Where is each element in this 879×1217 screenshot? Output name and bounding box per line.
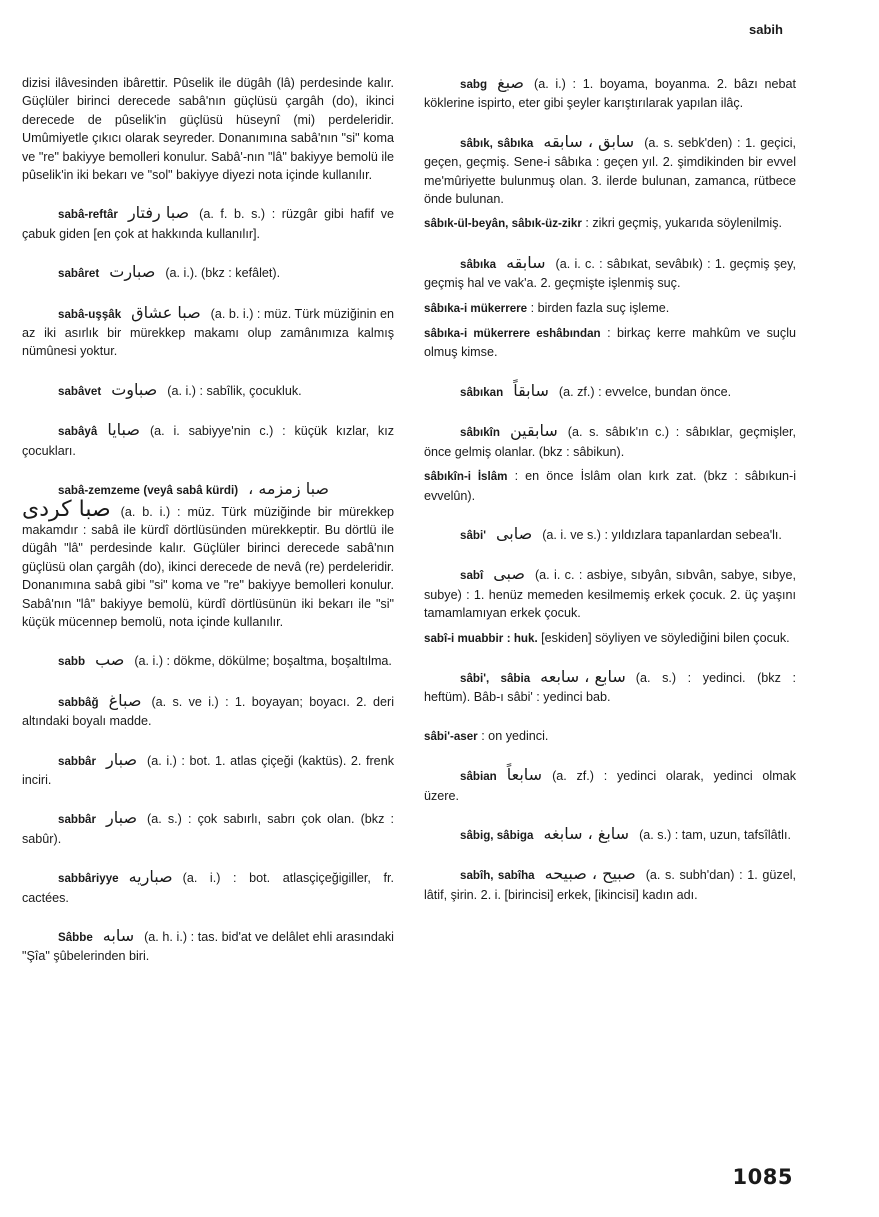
- definition: (a. s. subh'dan) : 1. güzel, lâtif, şirin. 2. i. [birincisi] erkek, [ikincisi] kadın adı.: [424, 868, 797, 902]
- dictionary-entry: [424, 825, 796, 845]
- dictionary-entry: [424, 766, 796, 805]
- definition: (a. b. i.) : müz. Türk müziğinde bir mürekkep makamdır : sabâ ile kürdî dörtlüsünden mürekkeptir. Bu dörtlü ile dügâh "lâ" perdesinde kalır. Güçlüler birinci derecede sabâ'nın güçlüsü olan çargâh (do), ikinci derecede de nevâ (re) perdeleridir. Donanımına sabâ gibi "si" koma ve "re" bakiyye bemolleri konulur. Sabâ'nın "lâ" bakiyye bemolü, kürdî dörtlüsünün iki bekarı ile "si" küçük mücennep bemolü, nota içinde kullanılır.: [22, 504, 394, 629]
- definition: (a. h. i.) : tas. bid'at ve delâlet ehli arasındaki "Şîa" şûbelerinden biri.: [22, 930, 394, 964]
- headword: sâbıka-i mükerrere eshâbından: [424, 327, 601, 341]
- definition: (a. i.) : bot. 1. atlas çiçeği (kaktüs). 2. frenk inciri.: [22, 753, 394, 787]
- dictionary-entry: [424, 382, 796, 402]
- arabic-script: صبا كردى: [22, 496, 111, 522]
- definition: (a. i.) : dökme, dökülme; boşaltma, boşaltılma.: [134, 654, 392, 669]
- running-head: sabih: [749, 22, 783, 37]
- headword: sabbâğ: [58, 695, 99, 709]
- arabic-script: صابى: [495, 523, 533, 543]
- arabic-script: صبى: [493, 564, 525, 584]
- definition: [eskiden] söyliyen ve söylediğini bilen çocuk.: [541, 630, 790, 645]
- arabic-script: صبا زمزمه ،: [248, 479, 329, 499]
- arabic-script: صباريه: [128, 867, 173, 887]
- dictionary-entry: [22, 868, 394, 907]
- headword-variant: (veyâ sabâ kürdi): [143, 484, 239, 498]
- dictionary-entry: [424, 74, 796, 113]
- dictionary-entry: [22, 751, 394, 790]
- definition: (a. i. c. : asbiye, sıbyân, sıbvân, sabye, sıbye, subye) : 1. henüz memeden kesilmemiş erkek çocuk. 2. üç yaşını tamamlamıyan erkek çocuk.: [424, 568, 796, 621]
- dictionary-entry: [424, 422, 796, 461]
- arabic-script: سابقاً: [513, 380, 549, 400]
- continued-definition: dizisi ilâvesinden ibârettir. Pûselik ile dügâh (lâ) perdesinde kalır. Güçlüler birinci derecede sabâ'nın güçlüsü çargâh (do), ikinci derecede de pûselik'in güçlüsü hüseynî (mi) perdeleridir. Umûmiyetle çıkıcı olarak seyreder. Donanımına sabâ'nın "si" koma ve "re" bakiyye bemolleri konulur. Sabâ'-nın "lâ" bakiyye bemolü ile pûselik'in iki bekarı ve "sol" bakiyye diyezi nota içinde kullanılır.: [22, 76, 394, 183]
- definition: (a. s.) : çok sabırlı, sabrı çok olan. (bkz : sabûr).: [22, 812, 394, 846]
- headword: sâbıka: [460, 257, 497, 271]
- headword: sabb: [58, 655, 86, 669]
- definition: (a. zf.) : evvelce, bundan önce.: [558, 384, 732, 399]
- dictionary-entry: [424, 727, 796, 746]
- headword: sabî: [460, 569, 484, 583]
- headword: sabî-i muabbir: [424, 631, 504, 645]
- dictionary-entry: [22, 304, 394, 361]
- headword: sabbâr: [58, 813, 97, 827]
- arabic-script: سابع ، سابعه: [540, 666, 626, 686]
- definition: (a. f. b. s.) : rüzgâr gibi hafif ve çabuk giden [en çok at hakkında kullanılır].: [22, 207, 394, 241]
- arabic-script: صبا عشاق: [131, 302, 201, 322]
- definition: (a. i.) : 1. boyama, boyanma. 2. bâzı nebat köklerine ispirto, eter gibi şeyler karıştırılarak yapılan ilâç.: [424, 77, 796, 111]
- headword: sâbi', sâbia: [460, 671, 531, 685]
- dictionary-entry: [424, 214, 796, 233]
- dictionary-entry: [22, 263, 394, 283]
- definition: : birkaç kerre mahkûm ve suçlu olmuş kimse.: [424, 326, 796, 360]
- definition: (a. i.) : sabîlik, çocukluk.: [167, 383, 302, 398]
- definition: : en önce İslâm olan kırk zat. (bkz : sâbıkun-i evvelûn).: [424, 469, 797, 503]
- definition: (a. s. sâbık'ın c.) : sâbıklar, geçmişler, önce gelmiş olanlar. (bkz : sâbikun).: [424, 425, 796, 459]
- headword: sabâ-zemzeme: [58, 484, 140, 498]
- headword: sabâ-reftâr: [58, 208, 118, 222]
- arabic-script: صبايا: [107, 420, 140, 440]
- dictionary-entry: [22, 421, 394, 460]
- definition: : birden fazla suç işleme.: [530, 300, 670, 315]
- definition: : on yedinci.: [481, 728, 549, 743]
- headword: sabg: [460, 78, 488, 91]
- dictionary-entry: [22, 381, 394, 401]
- dictionary-entry: [22, 692, 394, 731]
- arabic-script: سابقه: [506, 252, 546, 272]
- arabic-script: صبار: [106, 749, 138, 769]
- arabic-script: سابقين: [509, 421, 558, 441]
- definition: (a. i.). (bkz : kefâlet).: [165, 266, 281, 281]
- dictionary-entry: [22, 927, 394, 966]
- definition: (a. b. i.) : müz. Türk müziğinin en az iki asırlık bir mürekkep makamı olup zamânımıza kalmış nümûnesi yoktur.: [22, 306, 394, 359]
- dictionary-entry: [424, 668, 796, 707]
- arabic-script: صبارت: [109, 262, 156, 282]
- headword: sâbi': [460, 528, 486, 542]
- definition: (a. i. c. : sâbıkat, sevâbık) : 1. geçmiş şey, geçmiş hal ve vak'a. 2. geçmişte işlenmiş suç.: [424, 256, 796, 291]
- headword: sabâvet: [58, 384, 102, 398]
- headword: sâbık-ül-beyân, sâbık-üz-zikr: [424, 217, 582, 231]
- definition: (a. s. ve i.) : 1. boyayan; boyacı. 2. deri altındaki boyalı madde.: [22, 694, 394, 729]
- headword: sâbıkan: [460, 385, 504, 399]
- dictionary-entry: [424, 324, 796, 362]
- dictionary-entry: [424, 629, 796, 648]
- definition: : zikri geçmiş, yukarıda söylenilmiş.: [585, 216, 783, 231]
- headword: sâbi'-aser: [424, 729, 478, 743]
- arabic-script: صباوت: [111, 379, 158, 399]
- arabic-script: صباغ: [108, 690, 142, 710]
- dictionary-entry: [424, 467, 796, 505]
- arabic-script: صبا رفتار: [127, 203, 190, 223]
- arabic-script: صب: [95, 650, 125, 670]
- headword: sâbian: [460, 770, 497, 784]
- headword: sabîh, sabîha: [460, 869, 535, 883]
- page-number: 1085: [732, 1165, 793, 1189]
- headword: sabâyâ: [58, 425, 98, 439]
- arabic-script: سابغ ، سابغه: [543, 823, 630, 843]
- arabic-script: صبغ: [497, 73, 524, 92]
- dictionary-entry: [424, 254, 796, 293]
- dictionary-entry: [22, 809, 394, 848]
- definition: (a. i. ve s.) : yıldızlara tapanlardan sebea'lı.: [542, 527, 782, 542]
- dictionary-entry: [22, 480, 394, 631]
- dictionary-entry: [424, 133, 796, 209]
- left-column: [22, 74, 394, 966]
- headword: sabbâriyye: [58, 872, 119, 886]
- arabic-script: صبيح ، صبيحه: [544, 864, 636, 884]
- dictionary-entry: [424, 565, 796, 622]
- definition: (a. i. sabiyye'nin c.) : küçük kızlar, kız çocukları.: [22, 424, 394, 458]
- definition: (a. i.) : bot. atlasçiçeğigiller, fr. cactées.: [22, 871, 394, 905]
- right-column: [424, 74, 796, 904]
- dictionary-entry: [424, 525, 796, 545]
- headword: sâbig, sâbiga: [460, 828, 534, 842]
- dictionary-entry: [424, 865, 796, 904]
- headword: sabâret: [58, 267, 100, 281]
- dictionary-entry: [424, 299, 796, 318]
- headword: sâbık, sâbıka: [460, 136, 534, 150]
- dictionary-entry: [22, 651, 394, 671]
- definition: (a. zf.) : yedinci olarak, yedinci olmak üzere.: [424, 769, 796, 803]
- headword: sâbıkîn: [460, 426, 500, 440]
- headword: Sâbbe: [58, 931, 93, 944]
- arabic-script: سابق ، سابقه: [543, 131, 635, 151]
- arabic-script: صبار: [106, 808, 138, 828]
- headword: sâbıkîn-i İslâm: [424, 470, 508, 484]
- arabic-script: سابه: [102, 926, 135, 945]
- headword: sabbâr: [58, 754, 97, 768]
- headword: sâbıka-i mükerrere: [424, 301, 528, 315]
- arabic-script: سابعاً: [506, 765, 543, 785]
- headword: sabâ-uşşâk: [58, 307, 122, 321]
- dictionary-entry: [22, 204, 394, 243]
- usage-label: : huk.: [506, 631, 538, 645]
- definition: (a. s.) : yedinci. (bkz : heftüm). Bâb-ı sâbi' : yedinci bab.: [424, 670, 796, 705]
- definition: (a. s.) : tam, uzun, tafsîlâtlı.: [639, 827, 791, 842]
- definition: (a. s. sebk'den) : 1. geçici, geçen, geçmiş. Sene-i sâbıka : geçen yıl. 2. şimdikinden bir evvel me'mûriyette bulunmuş olan. 3. ilerde bulunan, zamanca, rütbece önde bulunan.: [424, 135, 796, 207]
